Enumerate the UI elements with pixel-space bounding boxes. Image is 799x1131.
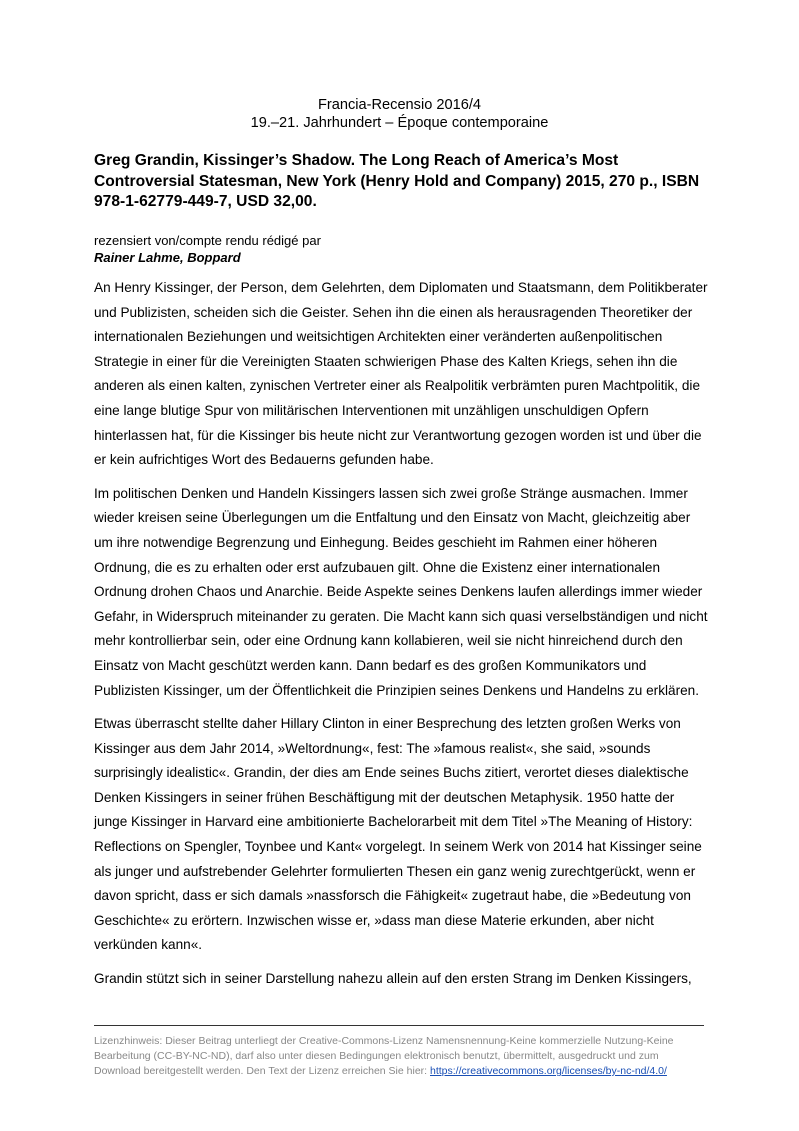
byline	[94, 233, 321, 266]
license-text: Lizenzhinweis: Dieser Beitrag unterliegt der Creative-Commons-Lizenz Namensnennung-Keine kommerzielle Nutzung-Keine Bearbeitung (CC-BY-NC-ND), darf also unter diesen Bedingungen elektronisch benutzt, übermittelt, ausgedruckt und zum Download bereitgestellt werden. Den Text der Lizenz erreichen Sie hier:	[94, 1035, 674, 1077]
paragraph-2: Im politischen Denken und Handeln Kissingers lassen sich zwei große Stränge ausmachen. Immer wieder kreisen seine Überlegungen um die Entfaltung und den Einsatz von Macht, gleichzeitig aber um ihre notwendige Begrenzung und Einhegung. Beides geschieht im Rahmen einer höheren Ordnung, die es zu erhalten oder erst aufzubauen gilt. Ohne die Existenz einer internationalen Ordnung drohen Chaos und Anarchie. Beide Aspekte seines Denkens laufen allerdings immer wieder Gefahr, in Widerspruch miteinander zu geraten. Die Macht kann sich quasi verselbständigen und nicht mehr kontrollierbar sein, oder eine Ordnung kann kollabieren, weil sie nicht hinreichend durch den Einsatz von Macht geschützt werden kann. Dann bedarf es des großen Kommunikators und Publizisten Kissinger, um der Öffentlichkeit die Prinzipien seines Denkens und Handelns zu erklären.	[94, 485, 708, 698]
license-link[interactable]: https://creativecommons.org/licenses/by-nc-nd/4.0/	[430, 1065, 667, 1077]
license-notice	[94, 1034, 706, 1079]
footer-divider	[94, 1025, 704, 1026]
paragraph-1: An Henry Kissinger, der Person, dem Gelehrten, dem Diplomaten und Staatsmann, dem Politikberater und Publizisten, scheiden sich die Geister. Sehen ihn die einen als herausragenden Theoretiker der internationalen Beziehungen und weitsichtigen Architekten einer veränderten außenpolitischen Strategie in einer für die Vereinigten Staaten schwierigen Phase des Kalten Kriegs, sehen ihn die anderen als einen kalten, zynischen Vertreter einer als Realpolitik verbrämten puren Machtpolitik, die eine lange blutige Spur von militärischen Interventionen mit unzähligen unschuldigen Opfern hinterlassen hat, für die Kissinger bis heute nicht zur Verantwortung gezogen worden ist und über die er kein aufrichtiges Wort des Bedauerns gefunden habe.	[94, 280, 708, 468]
paragraph-3: Etwas überrascht stellte daher Hillary Clinton in einer Besprechung des letzten großen Werks von Kissinger aus dem Jahr 2014, »Weltordnung«, fest: The »famous realist«, she said, »sounds surprisingly idealistic«. Grandin, der dies am Ende seines Buchs zitiert, verortet dieses dialektische Denken Kissingers in seiner frühen Beschäftigung mit der deutschen Metaphysik. 1950 hatte der junge Kissinger in Harvard eine ambitionierte Bachelorarbeit mit dem Titel »The Meaning of History: Reflections on Spengler, Toynbee und Kant« vorgelegt. In seinem Werk von 2014 hat Kissinger seine als junger und aufstrebender Gelehrter formulierten Thesen ein ganz wenig zurechtgerückt, wenn er davon spricht, dass er sich damals »nassforsch die Fähigkeit« zugetraut habe, die »Bedeutung von Geschichte« zu erörtern. Inzwischen wisse er, »dass man diese Materie erkunden, aber nicht verkünden kann«.	[94, 716, 702, 953]
review-body	[94, 276, 710, 1001]
reviewer-name: Rainer Lahme, Boppard	[94, 249, 241, 265]
journal-issue: Francia-Recensio 2016/4	[317, 97, 482, 113]
paragraph-4: Grandin stützt sich in seiner Darstellung nahezu allein auf den ersten Strang im Denken Kissingers,	[94, 971, 692, 987]
review-title: Greg Grandin, Kissinger’s Shadow. The Long Reach of America’s Most Controversial Statesman, New York (Henry Hold and Company) 2015, 270 p., ISBN 978-1-62779-449-7, USD 32,00.	[94, 152, 700, 210]
page-header	[0, 96, 799, 132]
byline-label: rezensiert von/compte rendu rédigé par	[94, 233, 321, 248]
section-period: 19.–21. Jahrhundert – Époque contemporaine	[250, 115, 549, 131]
